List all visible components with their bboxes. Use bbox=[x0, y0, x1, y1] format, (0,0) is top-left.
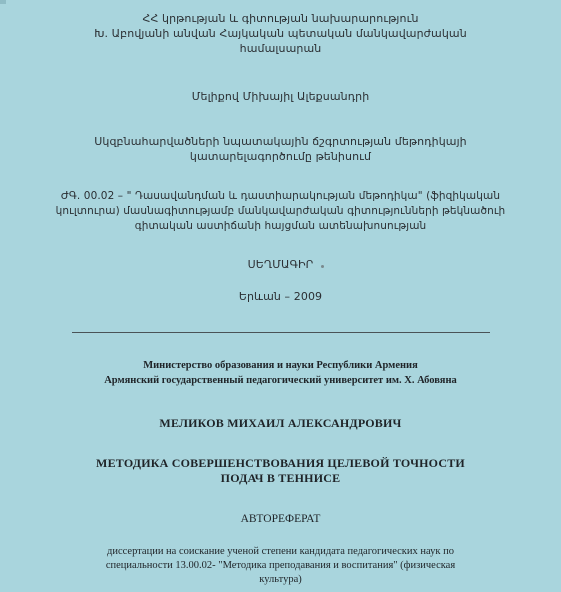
armenian-specialty-line-2: կուլտուրա) մասնագիտությամբ մանկավարժական գիտությունների թեկնածուի bbox=[55, 205, 506, 217]
paper-speck bbox=[321, 265, 324, 268]
russian-university-line: Армянский государственный педагогический университет им. Х. Абовяна bbox=[104, 375, 457, 386]
russian-title-line-1: МЕТОДИКА СОВЕРШЕНСТВОВАНИЯ ЦЕЛЕВОЙ ТОЧНОСТИ bbox=[96, 456, 465, 470]
armenian-city-year: Երևան – 2009 bbox=[238, 290, 323, 303]
russian-description-line-1: диссертации на соискание ученой степени кандидата педагогических наук по bbox=[107, 546, 454, 557]
armenian-specialty-line-1: ԺԳ. 00.02 – " Դասավանդման և դաստիարակության մեթոդիկա" (ֆիզիկական bbox=[60, 190, 501, 202]
armenian-university-line-2: համալսարան bbox=[239, 42, 322, 55]
armenian-title-line-1: Սկզբնահարվածների նպատակային ճշգրտության մեթոդիկայի bbox=[94, 135, 467, 148]
russian-doc-type: АВТОРЕФЕРАТ bbox=[240, 513, 321, 525]
armenian-ministry-line: ՀՀ կրթության և գիտության նախարարություն bbox=[142, 12, 419, 25]
russian-author-name: МЕЛИКОВ МИХАИЛ АЛЕКСАНДРОВИЧ bbox=[159, 416, 402, 430]
russian-ministry-line: Министерство образования и науки Республики Армения bbox=[143, 360, 418, 371]
armenian-doc-type: ՍԵՂՄԱԳԻՐ bbox=[247, 258, 314, 271]
page-corner-mark bbox=[0, 0, 6, 4]
russian-title-line-2: ПОДАЧ В ТЕННИСЕ bbox=[220, 471, 341, 485]
armenian-university-line-1: Խ. Աբովյանի անվան Հայկական պետական մանկավարժական bbox=[94, 27, 467, 40]
armenian-author-name: Մելիքով Միխայիլ Ալեքսանդրի bbox=[191, 90, 370, 103]
russian-description-line-3: культура) bbox=[259, 574, 302, 585]
armenian-specialty-line-3: գիտական աստիճանի հայցման ատենախոսության bbox=[134, 220, 427, 232]
russian-description-line-2: специальности 13.00.02- "Методика преподавания и воспитания" (физическая bbox=[105, 560, 456, 571]
armenian-title-line-2: կատարելագործումը թենիսում bbox=[189, 150, 372, 163]
section-divider bbox=[72, 332, 490, 333]
